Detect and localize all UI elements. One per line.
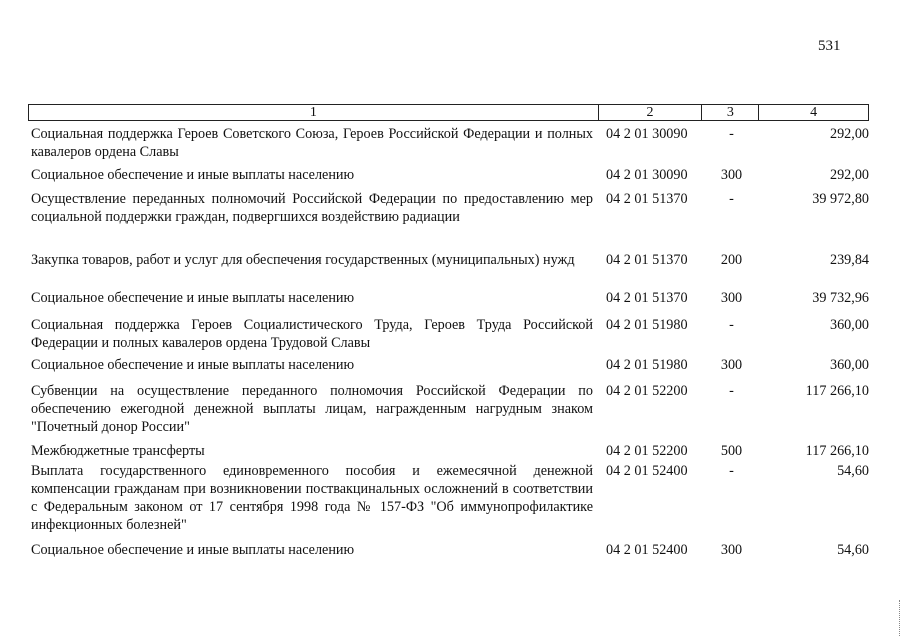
row-name: Субвенции на осуществление переданного полномочия Российской Федерации по обеспечению ежегодной денежной выплаты лицам, награжденным нагрудным знаком "Почетный донор России" [31, 383, 593, 435]
row-type: - [729, 383, 734, 399]
header-col-3: 3 [702, 105, 759, 120]
row-sum: 292,00 [829, 167, 869, 183]
row-type: 200 [720, 252, 743, 268]
header-col-2: 2 [599, 105, 703, 120]
row-type: - [729, 317, 734, 333]
row-name: Социальная поддержка Героев Социалистического Труда, Героев Труда Российской Федерации и полных кавалеров ордена Трудовой Славы [31, 317, 593, 351]
table-row [28, 251, 869, 269]
row-name: Социальное обеспечение и иные выплаты населению [31, 167, 355, 183]
row-sum: 117 266,10 [805, 383, 869, 399]
row-type: 300 [720, 357, 743, 373]
row-type: - [729, 126, 734, 142]
row-sum: 54,60 [837, 463, 869, 479]
table-row [28, 166, 869, 184]
table-row [28, 356, 869, 374]
table-row [28, 289, 869, 307]
header-col-1: 1 [29, 105, 599, 120]
table-header [28, 104, 869, 121]
row-sum: 117 266,10 [805, 443, 869, 459]
margin-dotted-mark [899, 600, 901, 636]
row-name: Социальное обеспечение и иные выплаты населению [31, 542, 355, 558]
row-sum: 39 972,80 [812, 191, 869, 207]
row-code: 04 2 01 52200 [606, 443, 688, 459]
row-name: Осуществление переданных полномочий Российской Федерации по предоставлению мер социальной поддержки граждан, подвергшихся воздействию радиации [31, 191, 593, 225]
row-sum: 39 732,96 [812, 290, 869, 306]
table-row [28, 125, 869, 161]
row-sum: 360,00 [829, 357, 869, 373]
row-code: 04 2 01 52200 [606, 383, 688, 399]
row-code: 04 2 01 30090 [606, 126, 688, 142]
table-row [28, 442, 869, 460]
row-type: - [729, 191, 734, 207]
row-code: 04 2 01 51370 [606, 252, 688, 268]
row-type: - [729, 463, 734, 479]
row-code: 04 2 01 51980 [606, 357, 688, 373]
table-row [28, 541, 869, 559]
row-type: 300 [720, 542, 743, 558]
row-sum: 54,60 [837, 542, 869, 558]
row-code: 04 2 01 52400 [606, 463, 688, 479]
row-name: Выплата государственного единовременного пособия и ежемесячной денежной компенсации гражданам при возникновении поствакцинальных осложнений в соответствии с Федеральным законом от 17 сентября 1998 года № 157-ФЗ "Об иммунопрофилактике инфекционных болезней" [31, 463, 593, 533]
table-row [28, 382, 869, 436]
row-code: 04 2 01 52400 [606, 542, 688, 558]
table-row [28, 190, 869, 226]
table-row [28, 462, 869, 534]
row-code: 04 2 01 51370 [606, 191, 688, 207]
row-name: Закупка товаров, работ и услуг для обеспечения государственных (муниципальных) нужд [31, 252, 575, 268]
row-code: 04 2 01 51370 [606, 290, 688, 306]
table-row [28, 316, 869, 352]
row-name: Социальное обеспечение и иные выплаты населению [31, 290, 355, 306]
row-sum: 360,00 [829, 317, 869, 333]
row-sum: 239,84 [829, 252, 869, 268]
row-code: 04 2 01 51980 [606, 317, 688, 333]
row-type: 300 [720, 290, 743, 306]
row-name: Социальное обеспечение и иные выплаты населению [31, 357, 355, 373]
row-name: Социальная поддержка Героев Советского Союза, Героев Российской Федерации и полных кавалеров ордена Славы [31, 126, 593, 160]
page-number: 531 [818, 38, 841, 54]
row-type: 300 [720, 167, 743, 183]
row-type: 500 [720, 443, 743, 459]
row-sum: 292,00 [829, 126, 869, 142]
row-name: Межбюджетные трансферты [31, 443, 205, 459]
header-col-4: 4 [810, 105, 818, 120]
row-code: 04 2 01 30090 [606, 167, 688, 183]
